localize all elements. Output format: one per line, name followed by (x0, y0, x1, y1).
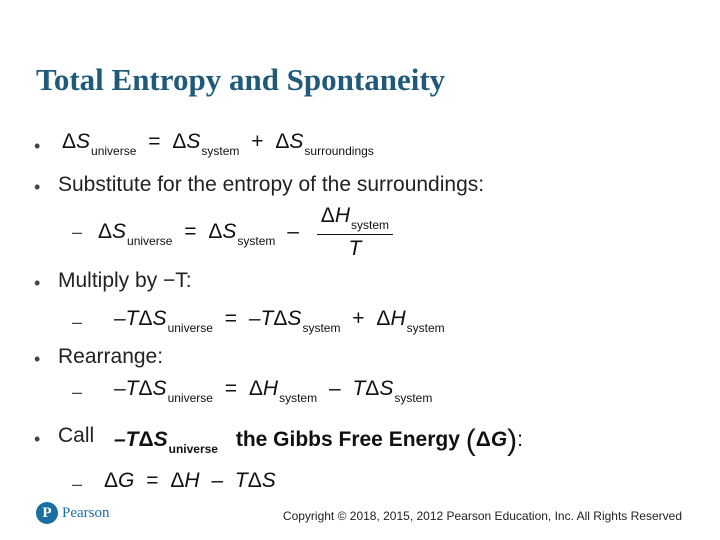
eq-multiply: $-T\Delta S_{universe} = -T\Delta S_{system} + \Delta H_{system}$ (114, 307, 445, 335)
eq-gibbs: ΔG = ΔH – TΔS (104, 469, 276, 492)
copyright-notice: Copyright © 2018, 2015, 2012 Pearson Education, Inc. All Rights Reserved (282, 509, 682, 523)
sub-bullet-1-dash: – (72, 222, 83, 242)
sub-bullet-2-dash: – (72, 312, 83, 332)
bullet-4-text: Rearrange: (58, 345, 164, 368)
fraction-enthalpy-over-temperature: $\frac{\Delta H_{system}}{T}$ (317, 204, 393, 261)
eq-substitute: $\Delta S_{universe} = \Delta S_{system}$ – $\frac{\Delta H_{system}}{T}$ (98, 204, 393, 261)
bullet-3-text: Multiply by −T: (58, 269, 192, 292)
bullet-3-dot: • (34, 273, 41, 293)
bullet-4-dot: • (34, 349, 41, 369)
bullet-2-text: Substitute for the entropy of the surroundings: (58, 173, 485, 196)
bullet-1-dot: • (34, 136, 41, 156)
eq-gibbs-definition: $-T\Delta S_{universe}$ the Gibbs Free Energy (ΔG): (114, 424, 524, 457)
bullet-2-dot: • (34, 177, 41, 197)
slide-title: Total Entropy and Spontaneity (36, 62, 446, 97)
sub-bullet-4-dash: – (72, 474, 83, 494)
gibbs-label: the Gibbs Free Energy (235, 428, 460, 451)
sub-bullet-3-dash: – (72, 382, 83, 402)
bullet-5-dot: • (34, 429, 41, 449)
eq-total-entropy: $\Delta S_{universe} = \Delta S_{system} + \Delta S_{surroundings}$ (62, 130, 374, 158)
pearson-logo (36, 502, 110, 524)
pearson-logo-icon: P (36, 502, 58, 524)
pearson-logo-text: Pearson (62, 504, 110, 521)
bullet-5-text: Call (58, 424, 95, 447)
eq-rearrange: $-T\Delta S_{universe} = \Delta H_{system} - T\Delta S_{system}$ (114, 377, 433, 405)
